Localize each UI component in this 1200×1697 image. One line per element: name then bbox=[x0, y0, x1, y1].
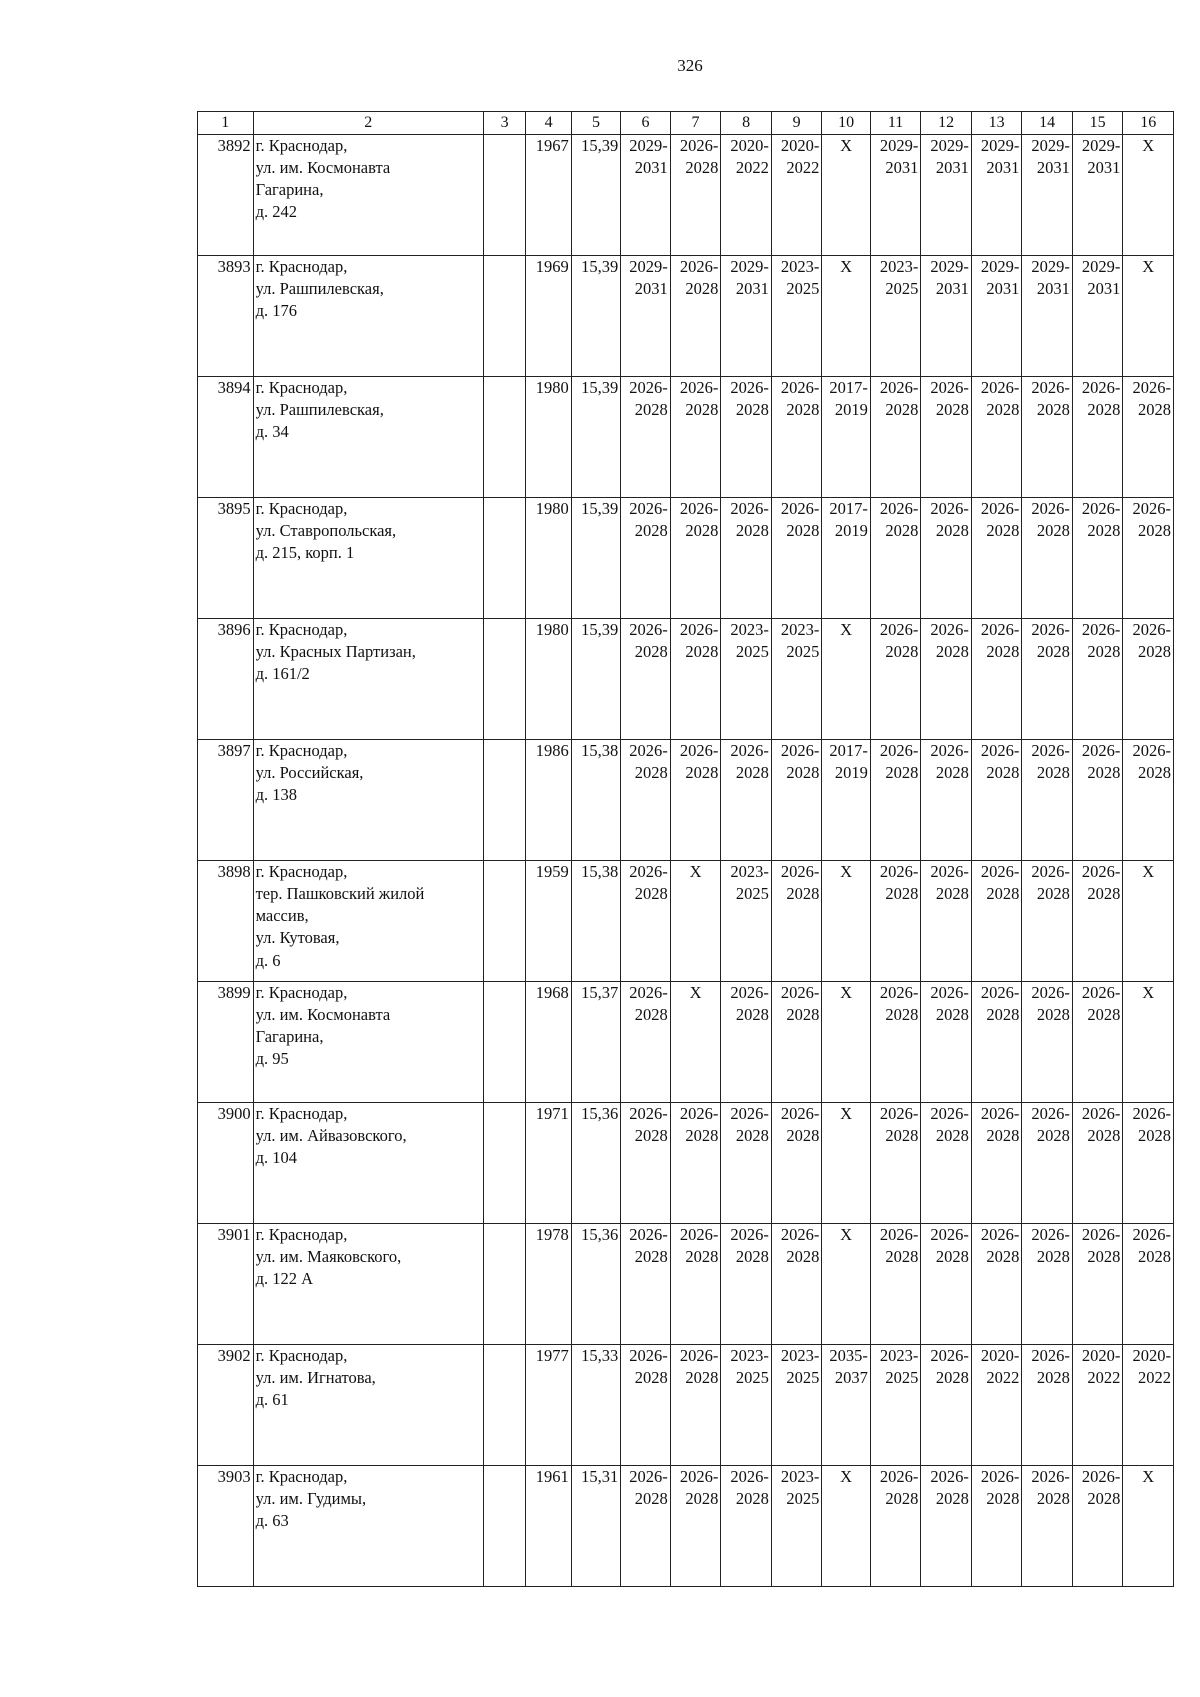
period-cell: 2029- 2031 bbox=[621, 255, 671, 376]
column-number-row bbox=[198, 112, 1174, 135]
value-cell: 15,39 bbox=[571, 255, 621, 376]
period-cell: 2026- 2028 bbox=[921, 981, 972, 1102]
table-row bbox=[198, 376, 1174, 497]
period-cell: 2026- 2028 bbox=[771, 981, 822, 1102]
table-row bbox=[198, 860, 1174, 981]
period-cell: 2026- 2028 bbox=[921, 1344, 972, 1465]
value-cell: 15,36 bbox=[571, 1102, 621, 1223]
period-cell: 2026- 2028 bbox=[721, 1102, 772, 1223]
column-number-header: 12 bbox=[921, 112, 972, 135]
table-row bbox=[198, 739, 1174, 860]
period-cell: 2026- 2028 bbox=[1072, 376, 1123, 497]
address-line: д. 161/2 bbox=[255, 664, 310, 684]
table-row bbox=[198, 618, 1174, 739]
address-cell bbox=[253, 981, 483, 1102]
address-line: ул. им. Игнатова, bbox=[255, 1367, 376, 1387]
period-cell: 2020- 2022 bbox=[971, 1344, 1022, 1465]
period-cell: 2026- 2028 bbox=[1022, 739, 1073, 860]
address-line: г. Краснодар, bbox=[255, 1345, 348, 1365]
value-cell: 15,33 bbox=[571, 1344, 621, 1465]
value-cell: 15,39 bbox=[571, 497, 621, 618]
period-cell: 2026- 2028 bbox=[670, 1102, 721, 1223]
period-cell: 2026- 2028 bbox=[1022, 1465, 1073, 1586]
address-line: ул. им. Маяковского, bbox=[255, 1246, 402, 1266]
period-cell: 2026- 2028 bbox=[1072, 739, 1123, 860]
value-cell: 15,38 bbox=[571, 860, 621, 981]
period-cell: 2026- 2028 bbox=[870, 739, 921, 860]
period-cell: 2026- 2028 bbox=[621, 497, 671, 618]
period-cell: 2026- 2028 bbox=[721, 376, 772, 497]
period-cell: 2029- 2031 bbox=[971, 134, 1022, 255]
table-row bbox=[198, 1223, 1174, 1344]
period-cell: 2026- 2028 bbox=[1022, 860, 1073, 981]
period-cell: 2029- 2031 bbox=[971, 255, 1022, 376]
address-cell bbox=[253, 376, 483, 497]
column-3-cell bbox=[483, 739, 525, 860]
row-number-cell: 3899 bbox=[198, 981, 254, 1102]
period-cell: 2026- 2028 bbox=[621, 618, 671, 739]
period-cell: 2026- 2028 bbox=[670, 134, 721, 255]
period-cell: 2026- 2028 bbox=[1022, 1102, 1073, 1223]
address-line: Гагарина, bbox=[255, 180, 324, 200]
period-cell: 2026- 2028 bbox=[771, 739, 822, 860]
period-cell: 2026- 2028 bbox=[1072, 497, 1123, 618]
year-cell: 1961 bbox=[526, 1465, 571, 1586]
period-cell: 2026- 2028 bbox=[971, 739, 1022, 860]
period-cell: 2029- 2031 bbox=[721, 255, 772, 376]
address-line: г. Краснодар, bbox=[255, 1466, 348, 1486]
column-3-cell bbox=[483, 860, 525, 981]
period-cell: 2020- 2022 bbox=[1123, 1344, 1174, 1465]
period-cell: 2026- 2028 bbox=[1022, 1344, 1073, 1465]
column-number-header: 4 bbox=[526, 112, 571, 135]
value-cell: 15,38 bbox=[571, 739, 621, 860]
period-cell: 2026- 2028 bbox=[721, 1465, 772, 1586]
period-cell: 2026- 2028 bbox=[1123, 739, 1174, 860]
period-cell: 2023- 2025 bbox=[721, 1344, 772, 1465]
column-number-header: 6 bbox=[621, 112, 671, 135]
period-cell: Х bbox=[1123, 860, 1174, 981]
column-number-header: 3 bbox=[483, 112, 525, 135]
address-cell bbox=[253, 618, 483, 739]
address-line: г. Краснодар, bbox=[255, 619, 348, 639]
value-cell: 15,39 bbox=[571, 376, 621, 497]
table-row bbox=[198, 1344, 1174, 1465]
period-cell: 2026- 2028 bbox=[921, 860, 972, 981]
address-line: г. Краснодар, bbox=[255, 861, 348, 881]
period-cell: 2023- 2025 bbox=[721, 618, 772, 739]
table-row bbox=[198, 981, 1174, 1102]
period-cell: 2029- 2031 bbox=[921, 255, 972, 376]
address-line: г. Краснодар, bbox=[255, 1224, 348, 1244]
period-cell: 2023- 2025 bbox=[771, 1344, 822, 1465]
column-3-cell bbox=[483, 1102, 525, 1223]
year-cell: 1977 bbox=[526, 1344, 571, 1465]
address-line: ул. им. Айвазовского, bbox=[255, 1125, 407, 1145]
address-line: г. Краснодар, bbox=[255, 377, 348, 397]
period-cell: 2026- 2028 bbox=[921, 1465, 972, 1586]
year-cell: 1967 bbox=[526, 134, 571, 255]
period-cell: 2026- 2028 bbox=[971, 1223, 1022, 1344]
period-cell: 2020- 2022 bbox=[721, 134, 772, 255]
row-number-cell: 3902 bbox=[198, 1344, 254, 1465]
period-cell: Х bbox=[822, 1102, 870, 1223]
period-cell: 2026- 2028 bbox=[1123, 618, 1174, 739]
column-number-header: 14 bbox=[1022, 112, 1073, 135]
period-cell: 2026- 2028 bbox=[921, 1102, 972, 1223]
period-cell: 2026- 2028 bbox=[1022, 618, 1073, 739]
column-number-header: 15 bbox=[1072, 112, 1123, 135]
value-cell: 15,37 bbox=[571, 981, 621, 1102]
period-cell: 2029- 2031 bbox=[1022, 134, 1073, 255]
period-cell: 2026- 2028 bbox=[870, 376, 921, 497]
address-line: ул. им. Космонавта bbox=[255, 157, 391, 177]
address-cell bbox=[253, 739, 483, 860]
column-number-header: 8 bbox=[721, 112, 772, 135]
address-line: массив, bbox=[255, 906, 309, 926]
period-cell: Х bbox=[822, 255, 870, 376]
column-3-cell bbox=[483, 981, 525, 1102]
period-cell: 2026- 2028 bbox=[1123, 1102, 1174, 1223]
period-cell: 2026- 2028 bbox=[971, 618, 1022, 739]
row-number-cell: 3895 bbox=[198, 497, 254, 618]
period-cell: 2026- 2028 bbox=[670, 739, 721, 860]
address-line: ул. Кутовая, bbox=[255, 928, 340, 948]
year-cell: 1968 bbox=[526, 981, 571, 1102]
column-3-cell bbox=[483, 134, 525, 255]
row-number-cell: 3901 bbox=[198, 1223, 254, 1344]
period-cell: 2029- 2031 bbox=[870, 134, 921, 255]
period-cell: 2026- 2028 bbox=[1022, 497, 1073, 618]
table-row bbox=[198, 1102, 1174, 1223]
period-cell: Х bbox=[822, 618, 870, 739]
address-line: г. Краснодар, bbox=[255, 135, 348, 155]
address-line: д. 34 bbox=[255, 422, 289, 442]
period-cell: 2026- 2028 bbox=[621, 981, 671, 1102]
period-cell: Х bbox=[822, 1223, 870, 1344]
column-3-cell bbox=[483, 255, 525, 376]
period-cell: 2026- 2028 bbox=[971, 860, 1022, 981]
period-cell: 2026- 2028 bbox=[921, 739, 972, 860]
value-cell: 15,36 bbox=[571, 1223, 621, 1344]
address-cell bbox=[253, 255, 483, 376]
address-line: д. 95 bbox=[255, 1049, 289, 1069]
period-cell: 2026- 2028 bbox=[921, 376, 972, 497]
period-cell: 2026- 2028 bbox=[670, 376, 721, 497]
period-cell: 2026- 2028 bbox=[1022, 1223, 1073, 1344]
period-cell: Х bbox=[670, 860, 721, 981]
housing-register-table bbox=[197, 111, 1174, 1587]
period-cell: 2026- 2028 bbox=[621, 1223, 671, 1344]
address-line: ул. Красных Партизан, bbox=[255, 641, 416, 661]
period-cell: 2026- 2028 bbox=[1022, 376, 1073, 497]
period-cell: 2026- 2028 bbox=[621, 1465, 671, 1586]
period-cell: 2017- 2019 bbox=[822, 376, 870, 497]
table-row bbox=[198, 134, 1174, 255]
period-cell: 2026- 2028 bbox=[870, 1465, 921, 1586]
address-line: д. 104 bbox=[255, 1148, 297, 1168]
year-cell: 1959 bbox=[526, 860, 571, 981]
period-cell: 2026- 2028 bbox=[870, 497, 921, 618]
period-cell: 2026- 2028 bbox=[721, 1223, 772, 1344]
column-number-header: 13 bbox=[971, 112, 1022, 135]
period-cell: 2023- 2025 bbox=[870, 255, 921, 376]
address-line: тер. Пашковский жилой bbox=[255, 883, 425, 903]
row-number-cell: 3892 bbox=[198, 134, 254, 255]
column-number-header: 10 bbox=[822, 112, 870, 135]
period-cell: 2020- 2022 bbox=[771, 134, 822, 255]
year-cell: 1986 bbox=[526, 739, 571, 860]
period-cell: 2026- 2028 bbox=[1072, 1223, 1123, 1344]
address-line: ул. Рашпилевская, bbox=[255, 399, 384, 419]
period-cell: 2026- 2028 bbox=[771, 1102, 822, 1223]
period-cell: 2026- 2028 bbox=[1123, 1223, 1174, 1344]
row-number-cell: 3898 bbox=[198, 860, 254, 981]
period-cell: 2029- 2031 bbox=[621, 134, 671, 255]
year-cell: 1969 bbox=[526, 255, 571, 376]
period-cell: 2026- 2028 bbox=[721, 981, 772, 1102]
period-cell: 2026- 2028 bbox=[771, 860, 822, 981]
value-cell: 15,31 bbox=[571, 1465, 621, 1586]
column-number-header: 16 bbox=[1123, 112, 1174, 135]
period-cell: 2026- 2028 bbox=[971, 376, 1022, 497]
period-cell: 2026- 2028 bbox=[921, 497, 972, 618]
row-number-cell: 3894 bbox=[198, 376, 254, 497]
period-cell: 2023- 2025 bbox=[771, 618, 822, 739]
address-line: ул. Рашпилевская, bbox=[255, 278, 384, 298]
period-cell: 2026- 2028 bbox=[771, 497, 822, 618]
table-body bbox=[198, 134, 1174, 1586]
row-number-cell: 3897 bbox=[198, 739, 254, 860]
address-line: г. Краснодар, bbox=[255, 982, 348, 1002]
period-cell: 2026- 2028 bbox=[1123, 376, 1174, 497]
column-3-cell bbox=[483, 1223, 525, 1344]
period-cell: 2026- 2028 bbox=[1022, 981, 1073, 1102]
column-number-header: 1 bbox=[198, 112, 254, 135]
period-cell: 2026- 2028 bbox=[971, 497, 1022, 618]
period-cell: 2023- 2025 bbox=[870, 1344, 921, 1465]
period-cell: 2026- 2028 bbox=[971, 1102, 1022, 1223]
column-3-cell bbox=[483, 1344, 525, 1465]
period-cell: Х bbox=[1123, 134, 1174, 255]
address-cell bbox=[253, 1223, 483, 1344]
row-number-cell: 3900 bbox=[198, 1102, 254, 1223]
period-cell: 2026- 2028 bbox=[670, 1223, 721, 1344]
address-line: д. 122 А bbox=[255, 1269, 313, 1289]
period-cell: 2026- 2028 bbox=[1072, 1465, 1123, 1586]
period-cell: Х bbox=[1123, 1465, 1174, 1586]
address-line: ул. им. Гудимы, bbox=[255, 1488, 367, 1508]
year-cell: 1978 bbox=[526, 1223, 571, 1344]
column-3-cell bbox=[483, 376, 525, 497]
period-cell: 2026- 2028 bbox=[921, 1223, 972, 1344]
address-line: ул. Ставропольская, bbox=[255, 520, 397, 540]
address-cell bbox=[253, 1465, 483, 1586]
period-cell: 2029- 2031 bbox=[1072, 255, 1123, 376]
period-cell: 2026- 2028 bbox=[1072, 860, 1123, 981]
column-number-header: 9 bbox=[771, 112, 822, 135]
address-cell bbox=[253, 1102, 483, 1223]
period-cell: 2026- 2028 bbox=[621, 739, 671, 860]
page-number: 326 bbox=[677, 56, 703, 75]
period-cell: 2026- 2028 bbox=[721, 739, 772, 860]
period-cell: 2026- 2028 bbox=[670, 618, 721, 739]
period-cell: 2026- 2028 bbox=[771, 376, 822, 497]
period-cell: 2017- 2019 bbox=[822, 739, 870, 860]
period-cell: Х bbox=[1123, 981, 1174, 1102]
period-cell: Х bbox=[822, 134, 870, 255]
column-number-header: 11 bbox=[870, 112, 921, 135]
period-cell: 2026- 2028 bbox=[971, 1465, 1022, 1586]
period-cell: 2026- 2028 bbox=[621, 860, 671, 981]
period-cell: 2029- 2031 bbox=[1022, 255, 1073, 376]
address-line: г. Краснодар, bbox=[255, 740, 348, 760]
year-cell: 1971 bbox=[526, 1102, 571, 1223]
period-cell: 2026- 2028 bbox=[621, 376, 671, 497]
year-cell: 1980 bbox=[526, 497, 571, 618]
period-cell: 2029- 2031 bbox=[1072, 134, 1123, 255]
address-line: д. 176 bbox=[255, 301, 297, 321]
period-cell: Х bbox=[822, 860, 870, 981]
period-cell: Х bbox=[1123, 255, 1174, 376]
column-3-cell bbox=[483, 497, 525, 618]
address-line: д. 61 bbox=[255, 1390, 289, 1410]
row-number-cell: 3903 bbox=[198, 1465, 254, 1586]
column-3-cell bbox=[483, 618, 525, 739]
address-cell bbox=[253, 860, 483, 981]
period-cell: Х bbox=[670, 981, 721, 1102]
period-cell: 2026- 2028 bbox=[1072, 981, 1123, 1102]
period-cell: 2023- 2025 bbox=[721, 860, 772, 981]
address-line: ул. Российская, bbox=[255, 762, 364, 782]
period-cell: 2026- 2028 bbox=[1072, 618, 1123, 739]
address-line: Гагарина, bbox=[255, 1027, 324, 1047]
address-line: г. Краснодар, bbox=[255, 256, 348, 276]
table-row bbox=[198, 1465, 1174, 1586]
period-cell: 2020- 2022 bbox=[1072, 1344, 1123, 1465]
value-cell: 15,39 bbox=[571, 134, 621, 255]
period-cell: 2026- 2028 bbox=[1123, 497, 1174, 618]
period-cell: 2026- 2028 bbox=[870, 860, 921, 981]
period-cell: 2026- 2028 bbox=[621, 1344, 671, 1465]
period-cell: 2026- 2028 bbox=[721, 497, 772, 618]
table-row bbox=[198, 255, 1174, 376]
address-line: д. 242 bbox=[255, 202, 297, 222]
column-number-header: 2 bbox=[253, 112, 483, 135]
address-cell bbox=[253, 134, 483, 255]
address-cell bbox=[253, 497, 483, 618]
period-cell: 2023- 2025 bbox=[771, 1465, 822, 1586]
period-cell: 2029- 2031 bbox=[921, 134, 972, 255]
column-3-cell bbox=[483, 1465, 525, 1586]
period-cell: Х bbox=[822, 1465, 870, 1586]
period-cell: 2026- 2028 bbox=[1072, 1102, 1123, 1223]
period-cell: Х bbox=[822, 981, 870, 1102]
table-row bbox=[198, 497, 1174, 618]
period-cell: 2026- 2028 bbox=[870, 618, 921, 739]
year-cell: 1980 bbox=[526, 618, 571, 739]
address-line: г. Краснодар, bbox=[255, 1103, 348, 1123]
period-cell: 2026- 2028 bbox=[670, 1344, 721, 1465]
period-cell: 2026- 2028 bbox=[771, 1223, 822, 1344]
column-number-header: 5 bbox=[571, 112, 621, 135]
period-cell: 2026- 2028 bbox=[870, 1223, 921, 1344]
address-line: ул. им. Космонавта bbox=[255, 1004, 391, 1024]
period-cell: 2017- 2019 bbox=[822, 497, 870, 618]
period-cell: 2026- 2028 bbox=[621, 1102, 671, 1223]
period-cell: 2026- 2028 bbox=[670, 255, 721, 376]
address-line: д. 6 bbox=[255, 950, 281, 970]
period-cell: 2026- 2028 bbox=[670, 497, 721, 618]
address-line: д. 63 bbox=[255, 1511, 289, 1531]
value-cell: 15,39 bbox=[571, 618, 621, 739]
row-number-cell: 3893 bbox=[198, 255, 254, 376]
period-cell: 2026- 2028 bbox=[870, 1102, 921, 1223]
address-line: д. 138 bbox=[255, 785, 297, 805]
address-line: г. Краснодар, bbox=[255, 498, 348, 518]
row-number-cell: 3896 bbox=[198, 618, 254, 739]
period-cell: 2035- 2037 bbox=[822, 1344, 870, 1465]
column-number-header: 7 bbox=[670, 112, 721, 135]
address-line: д. 215, корп. 1 bbox=[255, 543, 355, 563]
period-cell: 2026- 2028 bbox=[921, 618, 972, 739]
period-cell: 2026- 2028 bbox=[971, 981, 1022, 1102]
year-cell: 1980 bbox=[526, 376, 571, 497]
period-cell: 2023- 2025 bbox=[771, 255, 822, 376]
period-cell: 2026- 2028 bbox=[670, 1465, 721, 1586]
address-cell bbox=[253, 1344, 483, 1465]
period-cell: 2026- 2028 bbox=[870, 981, 921, 1102]
